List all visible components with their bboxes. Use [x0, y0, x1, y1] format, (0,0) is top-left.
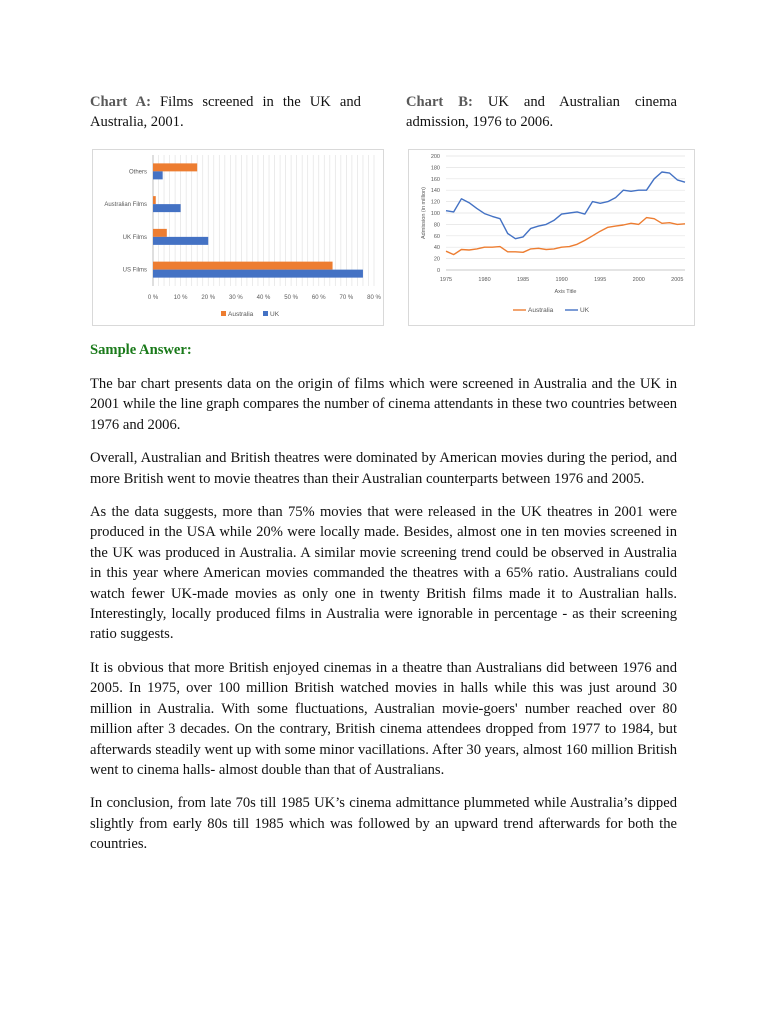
answer-body: [90, 374, 677, 868]
bar-australia-others: [153, 163, 197, 171]
bar-australia-us-films: [153, 262, 333, 270]
legend-label-uk: UK: [270, 311, 280, 318]
bar-uk-others: [153, 171, 163, 179]
chart-b-caption: [406, 92, 677, 132]
x-tick-label: 70 %: [339, 295, 354, 301]
y-tick-label: 180: [430, 165, 440, 172]
bar-uk-australian-films: [153, 204, 181, 212]
chart-a-caption-text: Films screened in the UK and Australia, 2001.: [90, 94, 361, 130]
x-tick-label: 1975: [439, 277, 453, 283]
x-tick-label: 40 %: [256, 295, 271, 301]
y-tick-label: 100: [430, 211, 440, 217]
category-label-us-films: US Films: [122, 267, 147, 274]
y-tick-label: 140: [430, 188, 440, 195]
y-tick-label: 40: [433, 245, 440, 252]
y-tick-label: 60: [433, 233, 440, 240]
x-tick-label: 10 %: [173, 295, 188, 301]
y-axis-title: Admission (in million): [421, 187, 427, 239]
x-tick-label: 1995: [594, 277, 607, 283]
x-tick-label: 1985: [516, 277, 530, 283]
legend-label-australia: Australia: [228, 311, 254, 318]
x-tick-label: 0 %: [147, 295, 159, 301]
x-tick-label: 80 %: [367, 295, 381, 301]
sample-answer-heading: Sample Answer:: [90, 342, 192, 358]
y-tick-label: 120: [430, 199, 440, 206]
chart-a-caption-label: Chart A:: [90, 94, 151, 110]
x-tick-label: 50 %: [284, 295, 298, 301]
category-label-uk-films: UK Films: [122, 234, 147, 241]
category-label-australian-films: Australian Films: [104, 202, 147, 209]
x-axis-title: Axis Title: [554, 289, 577, 295]
y-tick-label: 80: [433, 222, 440, 229]
x-tick-label: 60 %: [311, 295, 326, 301]
bar-uk-uk-films: [153, 237, 208, 245]
answer-paragraph-2: Overall, Australian and British theatres were dominated by American movies during the period, and more British went to movie theatres than their Australian counterparts between 1976 and 2005.: [90, 450, 677, 487]
category-label-others: Others: [128, 169, 147, 176]
x-tick-label: 1980: [478, 277, 491, 283]
chart-a-box: [92, 149, 384, 326]
answer-paragraph-5: In conclusion, from late 70s till 1985 UK’s cinema admittance plummeted while Australia’s dipped slightly from early 80s till 1985 which was followed by an upward trend afterwards for both the countries.: [90, 795, 677, 853]
answer-paragraph-3: As the data suggests, more than 75% movies that were released in the UK theatres in 2001 were produced in the USA while 20% were locally made. Besides, almost one in ten movies screened in the UK was produced in Australia. A similar movie screening trend could be observed in Australia in this year where American movies commanded the theatres with a 65% ratio. Australians could watch fewer UK-made movies as only one in twenty British films made it to Australian halls. Interestingly, locally produced films in Australia were ignorable in percentage - as their screening ratio suggests.: [90, 504, 677, 643]
chart-b-line-chart: [409, 150, 694, 325]
bar-australia-uk-films: [153, 229, 167, 237]
y-tick-label: 20: [433, 256, 440, 263]
x-tick-label: 2000: [632, 277, 645, 283]
x-tick-label: 1990: [555, 277, 568, 283]
x-tick-label: 20 %: [201, 295, 216, 301]
chart-b-box: [408, 149, 695, 326]
chart-a-caption: [90, 92, 361, 132]
legend-swatch-australia: [221, 311, 226, 316]
bar-australia-australian-films: [153, 196, 156, 204]
legend-label-uk: UK: [580, 307, 590, 314]
y-tick-label: 160: [430, 176, 440, 183]
answer-paragraph-1: The bar chart presents data on the origin of films which were screened in Australia and the UK in 2001 while the line graph compares the number of cinema attendants in these two countries between 1976 and 2006.: [90, 376, 677, 433]
chart-b-caption-label: Chart B:: [406, 94, 473, 110]
legend-swatch-uk: [263, 311, 268, 316]
bar-uk-us-films: [153, 270, 363, 278]
y-tick-label: 0: [436, 268, 440, 274]
y-tick-label: 200: [430, 154, 440, 160]
x-tick-label: 2005: [671, 277, 684, 283]
chart-a-bar-chart: [93, 150, 383, 325]
chart-b-caption-text: UK and Australian cinema admission, 1976 to 2006.: [406, 94, 677, 130]
x-tick-label: 30 %: [229, 295, 243, 301]
legend-label-australia: Australia: [528, 307, 554, 314]
answer-paragraph-4: It is obvious that more British enjoyed cinemas in a theatre than Australians did between 1976 and 2005. In 1975, over 100 million British watched movies in halls while this was just around 30 million in Australia. With some fluctuations, Australian movie-goers' number reached over 80 million after 3 decades. On the contrary, British cinema attendees dropped from 1977 to 1984, but afterwards steadily went up with some minor vacillations. After 30 years, almost 160 million British went to cinema halls- almost double than that of Australians.: [90, 659, 677, 778]
series-line-uk: [446, 172, 685, 239]
